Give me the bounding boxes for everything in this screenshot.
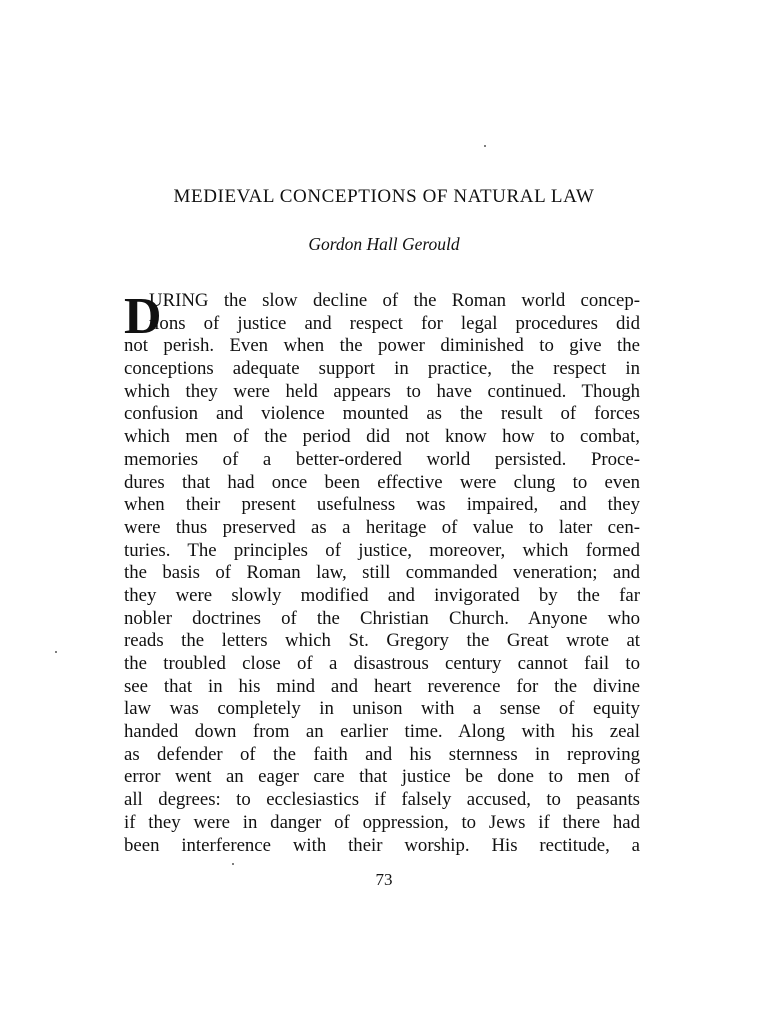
body-line: handed down from an earlier time. Along with his zeal <box>124 721 640 743</box>
article-author: Gordon Hall Gerould <box>308 234 460 254</box>
body-line: URING the slow decline of the Roman world concep- <box>149 290 640 311</box>
body-line: tions of justice and respect for legal procedures did <box>149 312 640 334</box>
body-line: all degrees: to ecclesiastics if falsely accused, to peasants <box>124 789 640 811</box>
body-line: see that in his mind and heart reverence for the divine <box>124 675 640 697</box>
body-line: when their present usefulness was impaired, and they <box>124 494 640 516</box>
body-line: which they were held appears to have continued. Though <box>124 380 640 402</box>
body-line: not perish. Even when the power diminished to give the <box>124 335 640 357</box>
body-line: the troubled close of a disastrous century cannot fail to <box>124 653 640 674</box>
body-line: law was completely in unison with a sense of equity <box>124 698 640 720</box>
body-line: dures that had once been effective were clung to even <box>124 471 640 493</box>
body-line: memories of a better-ordered world persisted. Proce- <box>124 448 640 470</box>
body-line: turies. The principles of justice, moreover, which formed <box>124 539 640 561</box>
article-body <box>124 290 640 857</box>
body-line: if they were in danger of oppression, to Jews if there had <box>124 811 640 833</box>
body-line: confusion and violence mounted as the result of forces <box>124 403 640 425</box>
body-line: nobler doctrines of the Christian Church. Anyone who <box>124 607 640 629</box>
page-number: 73 <box>375 870 393 889</box>
body-line: conceptions adequate support in practice, the respect in <box>124 358 640 380</box>
article-title: MEDIEVAL CONCEPTIONS OF NATURAL LAW <box>173 186 595 207</box>
body-line: as defender of the faith and his sternness in reproving <box>124 743 640 765</box>
body-line: error went an eager care that justice be done to men of <box>124 766 640 788</box>
body-line: the basis of Roman law, still commanded veneration; and <box>124 562 640 584</box>
scan-speck <box>232 863 234 865</box>
drop-cap: D <box>124 288 161 345</box>
body-line: they were slowly modified and invigorated by the far <box>124 584 640 606</box>
body-line: reads the letters which St. Gregory the Great wrote at <box>124 630 640 652</box>
body-line: been interference with their worship. His rectitude, a <box>124 834 640 856</box>
body-line: were thus preserved as a heritage of value to later cen- <box>124 516 640 538</box>
scan-speck <box>55 651 57 653</box>
scan-speck <box>484 145 486 147</box>
body-line: which men of the period did not know how to combat, <box>124 426 640 448</box>
